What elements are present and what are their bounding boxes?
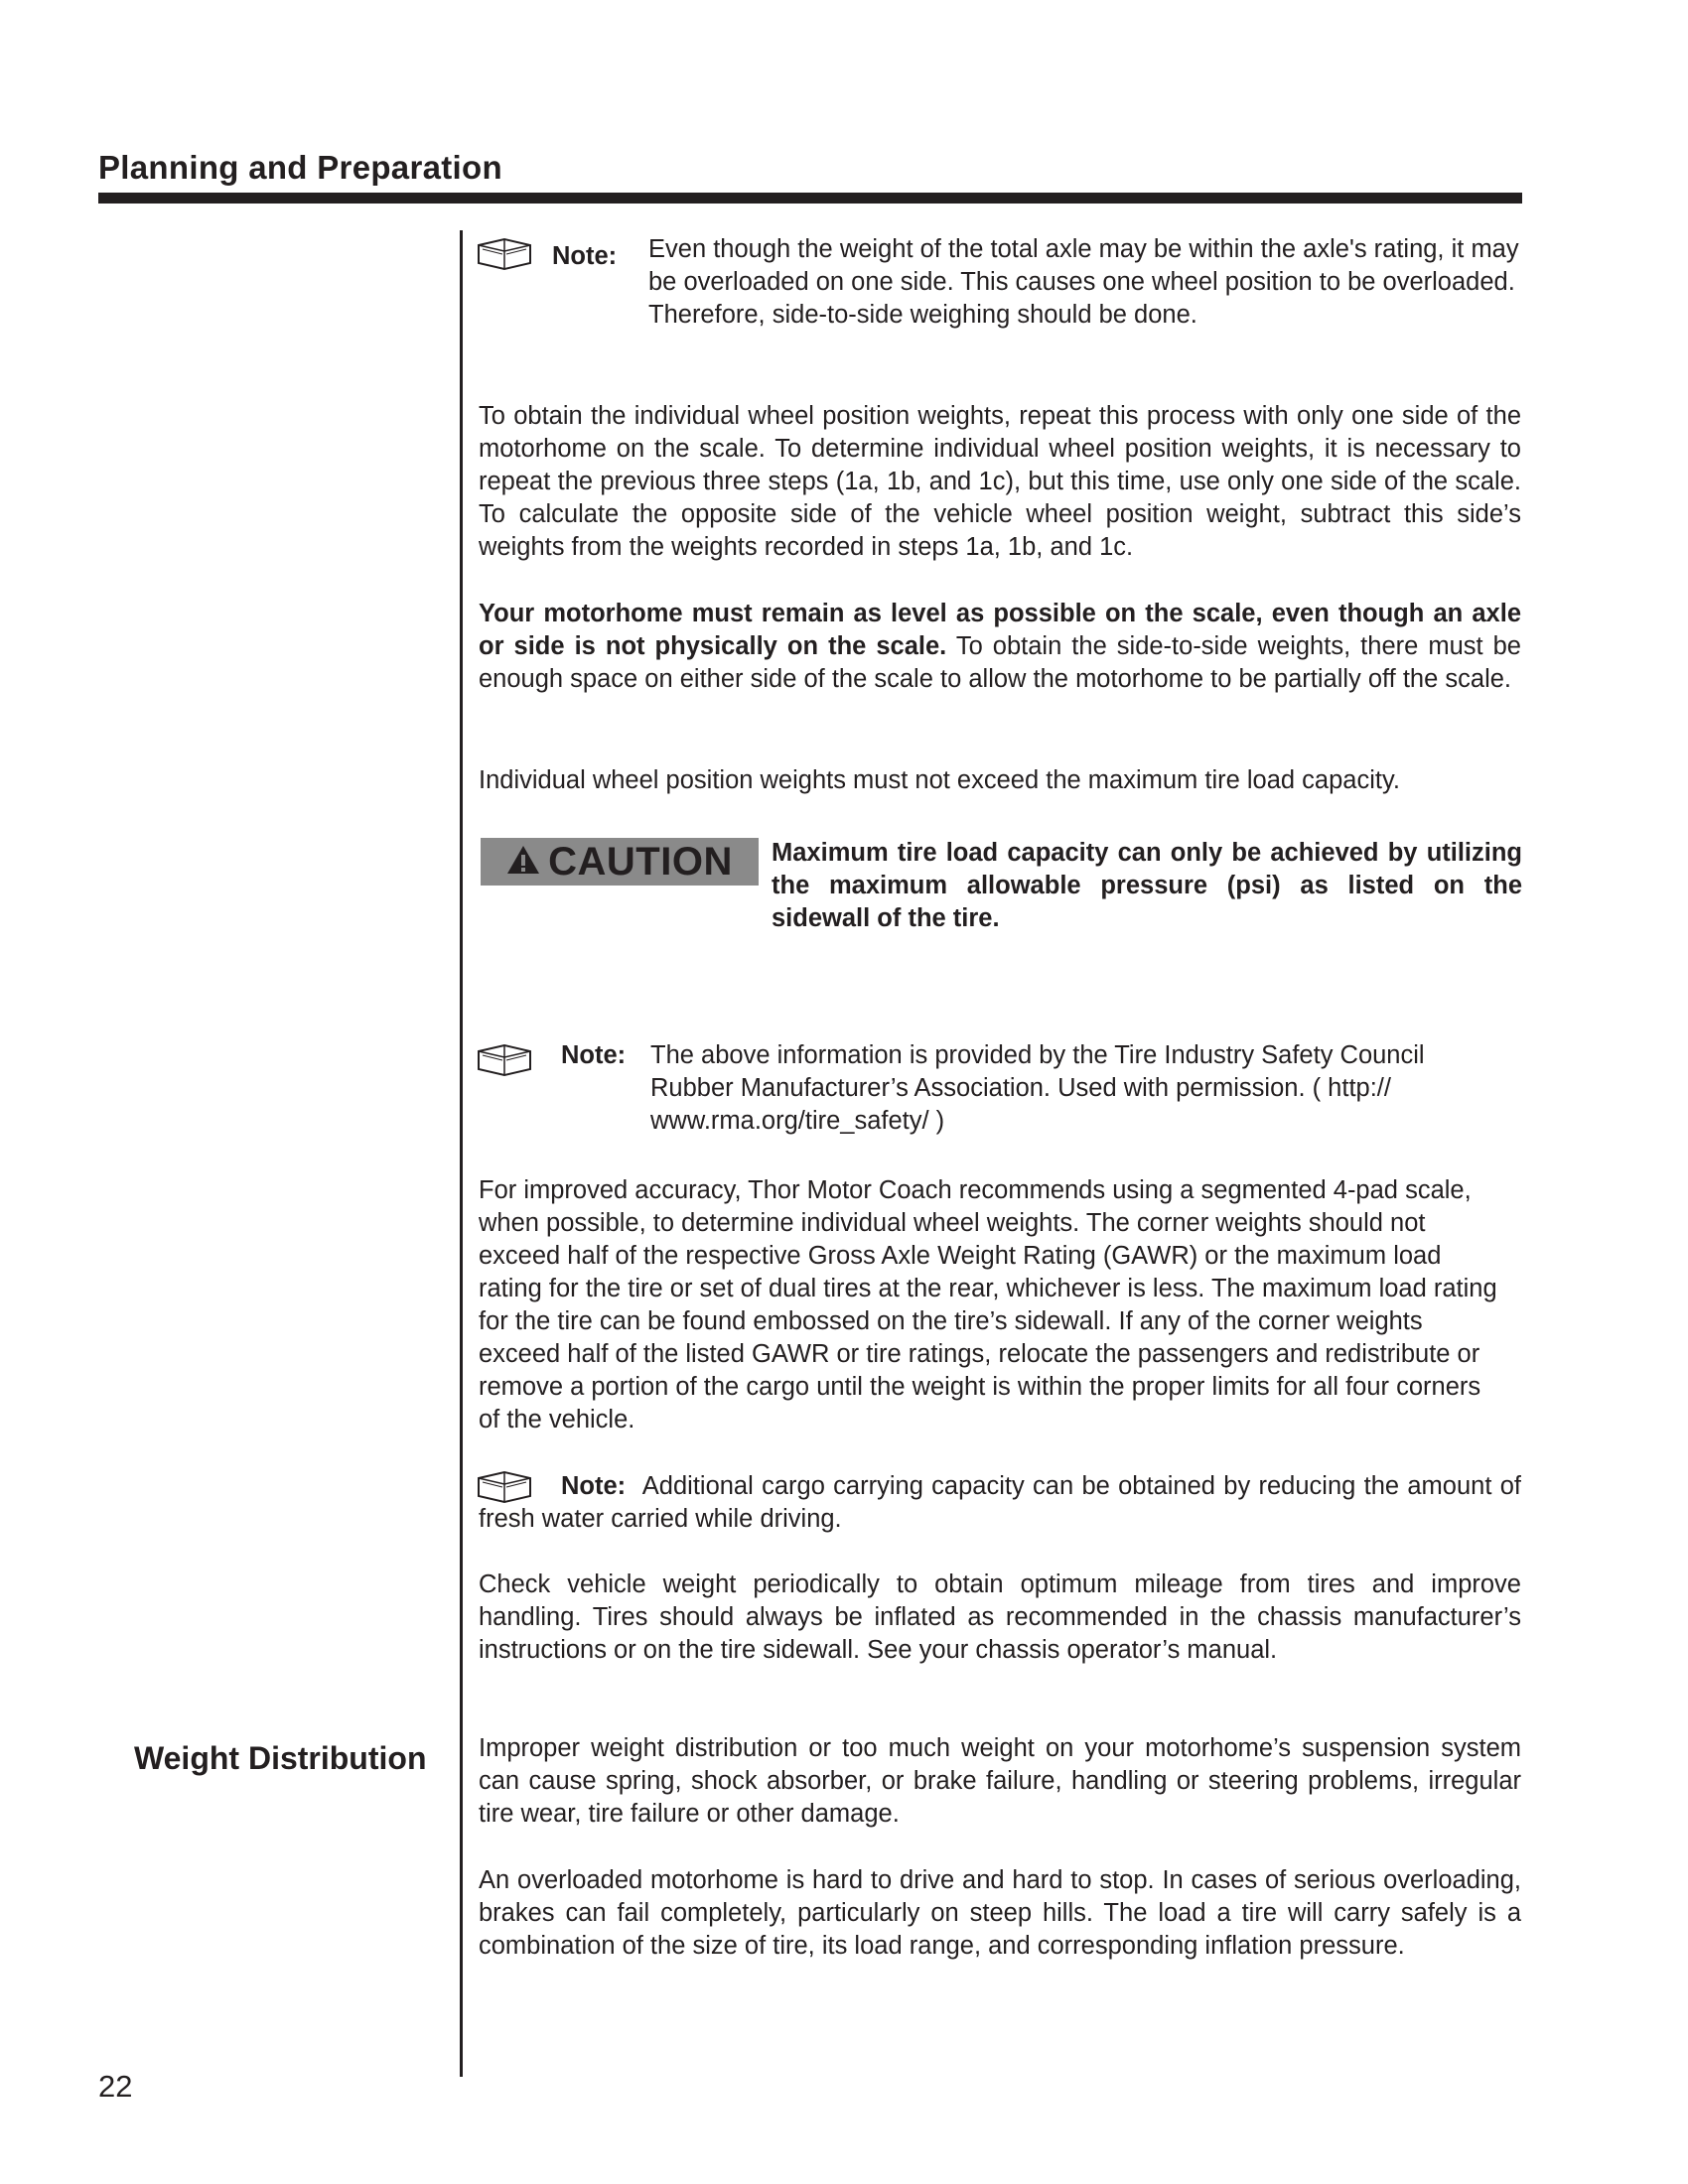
section-heading-weight-distribution: Weight Distribution [134, 1740, 427, 1776]
paragraph-level-warning [479, 598, 1521, 696]
note-block-2 [475, 1039, 1522, 1149]
warning-triangle-icon [506, 844, 540, 881]
open-book-icon [475, 1041, 534, 1082]
column-divider [460, 230, 463, 2077]
note-label: Note: [561, 1041, 627, 1069]
note-label: Note: [552, 242, 618, 270]
paragraph: An overloaded motorhome is hard to drive and hard to stop. In cases of serious overloading, brakes can fail completely, particularly on steep hills. The load a tire will carry safely is a combination of the size of tire, its load range, and corresponding inflation pressure. [479, 1866, 1521, 1960]
paragraph: Check vehicle weight periodically to obtain optimum mileage from tires and improve handling. Tires should always be inflated as recommended in the chassis manufacturer’s instructions or on the tire sidewall. See your chassis operator’s manual. [479, 1570, 1521, 1664]
header-rule [98, 193, 1522, 204]
bold-emphasis: Your motorhome must remain as level as possible on the scale, even though an axle or side is not physically on the scale. [479, 600, 1521, 660]
paragraph: For improved accuracy, Thor Motor Coach recommends using a segmented 4-pad scale, when possible, to determine individual wheel weights. The corner weights should not exceed half of the respective Gross Axle Weight Rating (GAWR) or the maximum load rating for the tire or set of dual tires at the rear, whichever is less. The maximum load rating for the tire can be found embossed on the tire’s sidewall. If any of the corner weights exceed half of the listed GAWR or tire ratings, relocate the passengers and redistribute or remove a portion of the cargo until the weight is within the proper limits for all four corners of the vehicle. [479, 1176, 1497, 1433]
paragraph-continuation: To obtain the side-to-side weights, there must be enough space on either side of the scale to allow the motorhome to be partially off the scale. [479, 632, 1521, 693]
caution-badge [481, 838, 759, 886]
note-text: The above information is provided by the Tire Industry Safety Council Rubber Manufacturer’s Association. Used with permission. ( http:// www.rma.org/tire_safety/ ) [650, 1041, 1425, 1135]
note-text: Even though the weight of the total axle may be within the axle's rating, it may be overloaded on one side. This causes one wheel position to be overloaded. Therefore, side-to-side weighing should be done. [648, 235, 1519, 329]
caution-text: Maximum tire load capacity can only be achieved by utilizing the maximum allowable pressure (psi) as listed on the sidewall of the tire. [772, 839, 1522, 932]
note-block-1 [475, 233, 1522, 372]
page-title: Planning and Preparation [98, 149, 502, 186]
note-label: Note: [561, 1472, 627, 1500]
open-book-icon [475, 1468, 534, 1509]
open-book-icon [475, 235, 534, 276]
page-number: 22 [98, 2069, 133, 2104]
note-text: Additional cargo carrying capacity can be obtained by reducing the amount of fresh water carried while driving. [479, 1472, 1521, 1533]
paragraph: To obtain the individual wheel position weights, repeat this process with only one side of the motorhome on the scale. To determine individual wheel position weights, it is necessary to repeat the previous three steps (1a, 1b, and 1c), but this time, use only one side of the scale. To calculate the opposite side of the vehicle wheel position weight, subtract this side’s weights from the weights recorded in steps 1a, 1b, and 1c. [479, 402, 1521, 561]
caution-label: CAUTION [548, 840, 733, 884]
paragraph: Improper weight distribution or too much weight on your motorhome’s suspension system can cause spring, shock absorber, or brake failure, handling or steering problems, irregular tire wear, tire failure or other damage. [479, 1734, 1521, 1828]
note-block-3 [479, 1470, 1521, 1536]
paragraph: Individual wheel position weights must not exceed the maximum tire load capacity. [479, 766, 1400, 794]
